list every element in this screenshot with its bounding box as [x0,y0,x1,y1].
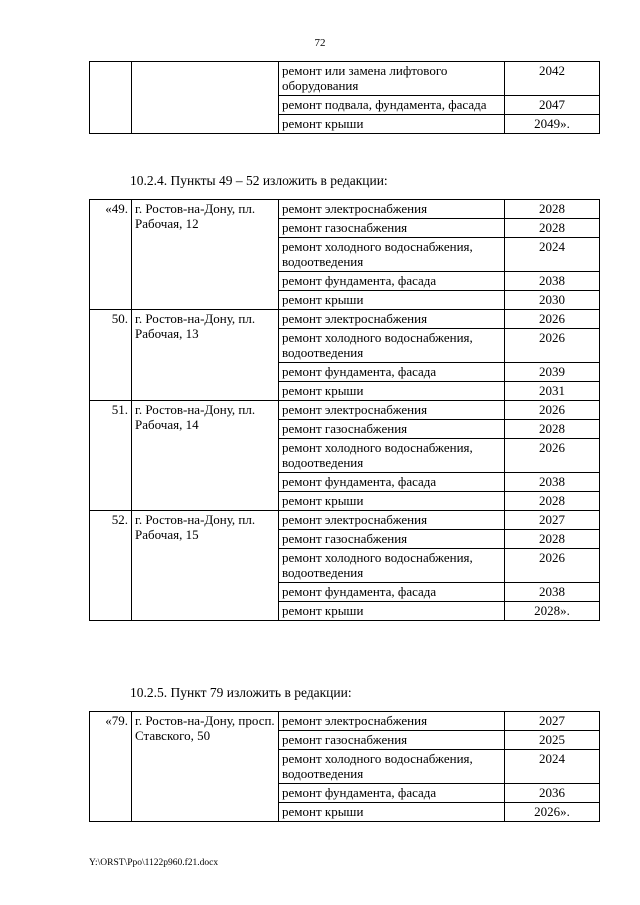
item-79-table-body [90,712,600,822]
year-cell: 2030 [505,291,600,310]
work-cell: ремонт газоснабжения [279,219,505,238]
work-cell: ремонт фундамента, фасада [279,473,505,492]
work-cell: ремонт холодного водоснабжения, водоотведения [279,329,505,363]
year-cell: 2026 [505,329,600,363]
work-cell: ремонт крыши [279,115,505,134]
year-cell: 2026 [505,549,600,583]
items-49-52-table-body [90,200,600,621]
year-cell: 2024 [505,750,600,784]
year-cell: 2039 [505,363,600,382]
continuation-table-body [90,62,600,134]
work-cell: ремонт фундамента, фасада [279,363,505,382]
page-number: 72 [314,37,326,49]
table-row [90,200,600,219]
item-number-cell [90,62,132,134]
work-cell: ремонт электроснабжения [279,712,505,731]
file-path-footer: Y:\ORST\Ppo\1122p960.f21.docx [89,858,219,868]
work-cell: ремонт крыши [279,803,505,822]
work-cell: ремонт фундамента, фасада [279,272,505,291]
year-cell: 2025 [505,731,600,750]
work-cell: ремонт газоснабжения [279,420,505,439]
year-cell: 2024 [505,238,600,272]
work-cell: ремонт крыши [279,291,505,310]
year-cell: 2026». [505,803,600,822]
item-79-table [89,711,600,822]
item-number-cell: «49. [90,200,132,310]
item-number-cell: 52. [90,511,132,621]
year-cell: 2028 [505,200,600,219]
address-cell: г. Ростов-на-Дону, пл. Рабочая, 15 [132,511,279,621]
year-cell: 2027 [505,511,600,530]
year-cell: 2038 [505,583,600,602]
item-number-cell: 51. [90,401,132,511]
work-cell: ремонт газоснабжения [279,530,505,549]
year-cell: 2028 [505,530,600,549]
work-cell: ремонт холодного водоснабжения, водоотведения [279,238,505,272]
work-cell: ремонт подвала, фундамента, фасада [279,96,505,115]
work-cell: ремонт крыши [279,382,505,401]
work-cell: ремонт или замена лифтового оборудования [279,62,505,96]
table-row [90,712,600,731]
items-49-52-table [89,199,600,621]
address-cell: г. Ростов-на-Дону, пл. Рабочая, 13 [132,310,279,401]
address-cell [132,62,279,134]
table-row [90,62,600,96]
work-cell: ремонт фундамента, фасада [279,784,505,803]
year-cell: 2028 [505,219,600,238]
year-cell: 2028 [505,492,600,511]
work-cell: ремонт холодного водоснабжения, водоотведения [279,439,505,473]
work-cell: ремонт газоснабжения [279,731,505,750]
year-cell: 2026 [505,439,600,473]
table-row [90,401,600,420]
year-cell: 2036 [505,784,600,803]
work-cell: ремонт электроснабжения [279,401,505,420]
table-row [90,511,600,530]
paragraph-10-2-4: 10.2.4. Пункты 49 – 52 изложить в редакции: [130,173,388,188]
year-cell: 2038 [505,272,600,291]
continuation-table [89,61,600,134]
work-cell: ремонт холодного водоснабжения, водоотведения [279,549,505,583]
year-cell: 2038 [505,473,600,492]
address-cell: г. Ростов-на-Дону, пл. Рабочая, 12 [132,200,279,310]
year-cell: 2028 [505,420,600,439]
work-cell: ремонт крыши [279,492,505,511]
year-cell: 2026 [505,401,600,420]
year-cell: 2026 [505,310,600,329]
item-number-cell: 50. [90,310,132,401]
year-cell: 2028». [505,602,600,621]
table-row [90,310,600,329]
work-cell: ремонт холодного водоснабжения, водоотведения [279,750,505,784]
address-cell: г. Ростов-на-Дону, пл. Рабочая, 14 [132,401,279,511]
address-cell: г. Ростов-на-Дону, просп. Ставского, 50 [132,712,279,822]
year-cell: 2047 [505,96,600,115]
work-cell: ремонт электроснабжения [279,511,505,530]
year-cell: 2049». [505,115,600,134]
work-cell: ремонт электроснабжения [279,310,505,329]
year-cell: 2027 [505,712,600,731]
year-cell: 2042 [505,62,600,96]
work-cell: ремонт крыши [279,602,505,621]
year-cell: 2031 [505,382,600,401]
work-cell: ремонт электроснабжения [279,200,505,219]
item-number-cell: «79. [90,712,132,822]
paragraph-10-2-5: 10.2.5. Пункт 79 изложить в редакции: [130,685,352,700]
work-cell: ремонт фундамента, фасада [279,583,505,602]
